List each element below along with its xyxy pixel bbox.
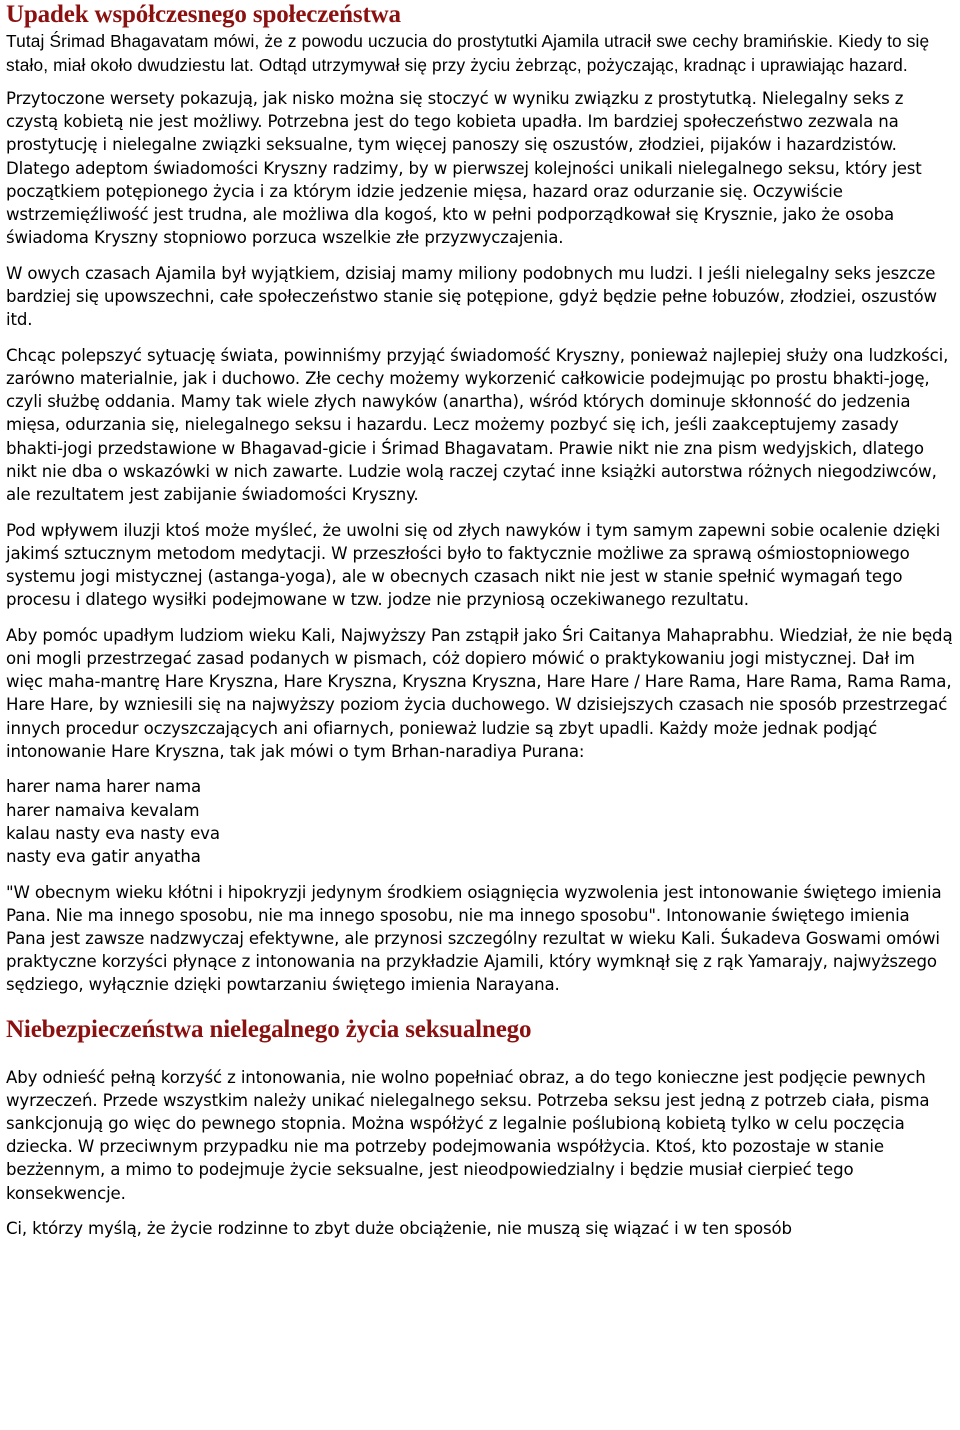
verse-line: harer namaiva kevalam [6, 800, 200, 820]
verse-line: kalau nasty eva nasty eva [6, 823, 220, 843]
section-title: Niebezpieczeństwa nielegalnego życia seksualnego [6, 1015, 532, 1043]
paragraph: Aby odnieść pełną korzyść z intonowania, nie wolno popełniać obraz, a do tego konieczne jest podjęcie pewnych wyrzeczeń. Przede wszystkim należy unikać nielegalnego seksu. Potrzeba seksu jest jedną z potrzeb ciała, pisma sankcjonują go więc do pewnego stopnia. Można współżyć z legalnie poślubioną kobietą tylko w celu poczęcia dziecka. W przeciwnym przypadku nie ma potrzeby podejmowania współżycia. Ktoś, kto pozostaje w stanie bezżennym, a mimo to podejmuje życie seksualne, jest nieodpowiedzialny i będzie musiał cierpieć tego konsekwencje. [6, 1067, 930, 1203]
paragraph: Pod wpływem iluzji ktoś może myśleć, że uwolni się od złych nawyków i tym samym zapewni sobie ocalenie dzięki jakimś sztucznym metodom medytacji. W przeszłości było to faktycznie możliwe za sprawą ośmiostopniowego systemu jogi mistycznej (astanga-yoga), ale w obecnych czasach nikt nie jest w stanie spełnić wymagań tego procesu i dlatego wysiłki podejmowane w tzw. jodze nie przyniosą oczekiwanego rezultatu. [6, 520, 941, 610]
intro-paragraph: Tutaj Śrimad Bhagavatam mówi, że z powodu uczucia do prostytutki Ajamila utracił swe cechy bramińskie. Kiedy to się stało, miał około dwudziestu lat. Odtąd utrzymywał się przy życiu żebrząc, pożyczając, kradnąc i uprawiając hazard. [6, 31, 930, 75]
paragraph: Aby pomóc upadłym ludziom wieku Kali, Najwyższy Pan zstąpił jako Śri Caitanya Mahaprabhu. Wiedział, że nie będą oni mogli przestrzegać zasad podanych w pismach, cóż dopiero mówić o praktykowaniu jogi mistycznej. Dał im więc maha-mantrę Hare Kryszna, Hare Kryszna, Kryszna Kryszna, Hare Hare / Hare Rama, Hare Rama, Rama Rama, Hare Hare, by wzniesili się na najwyższy poziom życia duchowego. W dzisiejszych czasach nie sposób przestrzegać innych procedur oczyszczających ani ofiarnych, ponieważ ludzie są zbyt upadli. Każdy może jednak podjąć intonowanie Hare Kryszna, tak jak mówi o tym Brhan-naradiya Purana: [6, 625, 953, 761]
paragraph: "W obecnym wieku kłótni i hipokryzji jedynym środkiem osiągnięcia wyzwolenia jest intonowanie świętego imienia Pana. Nie ma innego sposobu, nie ma innego sposobu, nie ma innego sposobu". Intonowanie świętego imienia Pana jest zawsze nadzwyczaj efektywne, ale przynosi szczególny rezultat w wieku Kali. Śukadeva Goswami omówi praktyczne korzyści płynące z intonowania na przykładzie Ajamili, który wymknął się z rąk Yamarajy, najwyższego sędziego, wyłącznie dzięki powtarzaniu świętego imienia Narayana. [6, 882, 942, 995]
paragraph: W owych czasach Ajamila był wyjątkiem, dzisiaj mamy miliony podobnych mu ludzi. I jeśli nielegalny seks jeszcze bardziej się upowszechni, całe społeczeństwo stanie się potępione, gdyż będzie pełne łobuzów, złodziei, oszustów itd. [6, 263, 937, 330]
verse-line: nasty eva gatir anyatha [6, 847, 201, 867]
article-title: Upadek współczesnego społeczeństwa [6, 1, 401, 28]
verse-line: harer nama harer nama [6, 777, 202, 797]
paragraph: Ci, którzy myślą, że życie rodzinne to zbyt duże obciążenie, nie muszą się wiązać i w ten sposób [6, 1219, 792, 1239]
paragraph: Przytoczone wersety pokazują, jak nisko można się stoczyć w wyniku związku z prostytutką. Nielegalny seks z czystą kobietą nie jest możliwy. Potrzebna jest do tego kobieta upadła. Im bardziej społeczeństwo zezwala na prostytucję i nielegalne związki seksualne, tym więcej panoszy się oszustów, złodziei, pijaków i hazardzistów. Dlatego adeptom świadomości Kryszny radzimy, by w pierwszej kolejności unikali nielegalnego seksu, który jest początkiem potępionego życia i za którym idzie jedzenie mięsa, hazard oraz odurzanie się. Oczywiście wstrzemięźliwość jest trudna, ale możliwa dla kogoś, kto w pełni podporządkował się Krysznie, jako że osoba świadoma Kryszny stopniowo porzuca wszelkie złe przyzwyczajenia. [6, 89, 922, 248]
paragraph: Chcąc polepszyć sytuację świata, powinniśmy przyjąć świadomość Kryszny, ponieważ najlepiej służy ona ludzkości, zarówno materialnie, jak i duchowo. Złe cechy możemy wykorzenić całkowicie podejmując po prostu bhakti-jogę, czyli służbę oddania. Mamy tak wiele złych nawyków (anartha), wśród których dominuje skłonność do jedzenia mięsa, odurzania się, nielegalnego seksu i hazardu. Lecz możemy pozbyć się ich, jeśli zaakceptujemy zasady bhakti-jogi przedstawione w Bhagavad-gicie i Śrimad Bhagavatam. Prawie nikt nie zna pism wedyjskich, dlatego nikt nie dba o wskazówki w nich zawarte. Ludzie wolą raczej czytać inne książki autorstwa różnych niegodziwców, ale rezultatem jest zabijanie świadomości Kryszny. [6, 345, 949, 505]
mantra-verse [6, 775, 954, 868]
